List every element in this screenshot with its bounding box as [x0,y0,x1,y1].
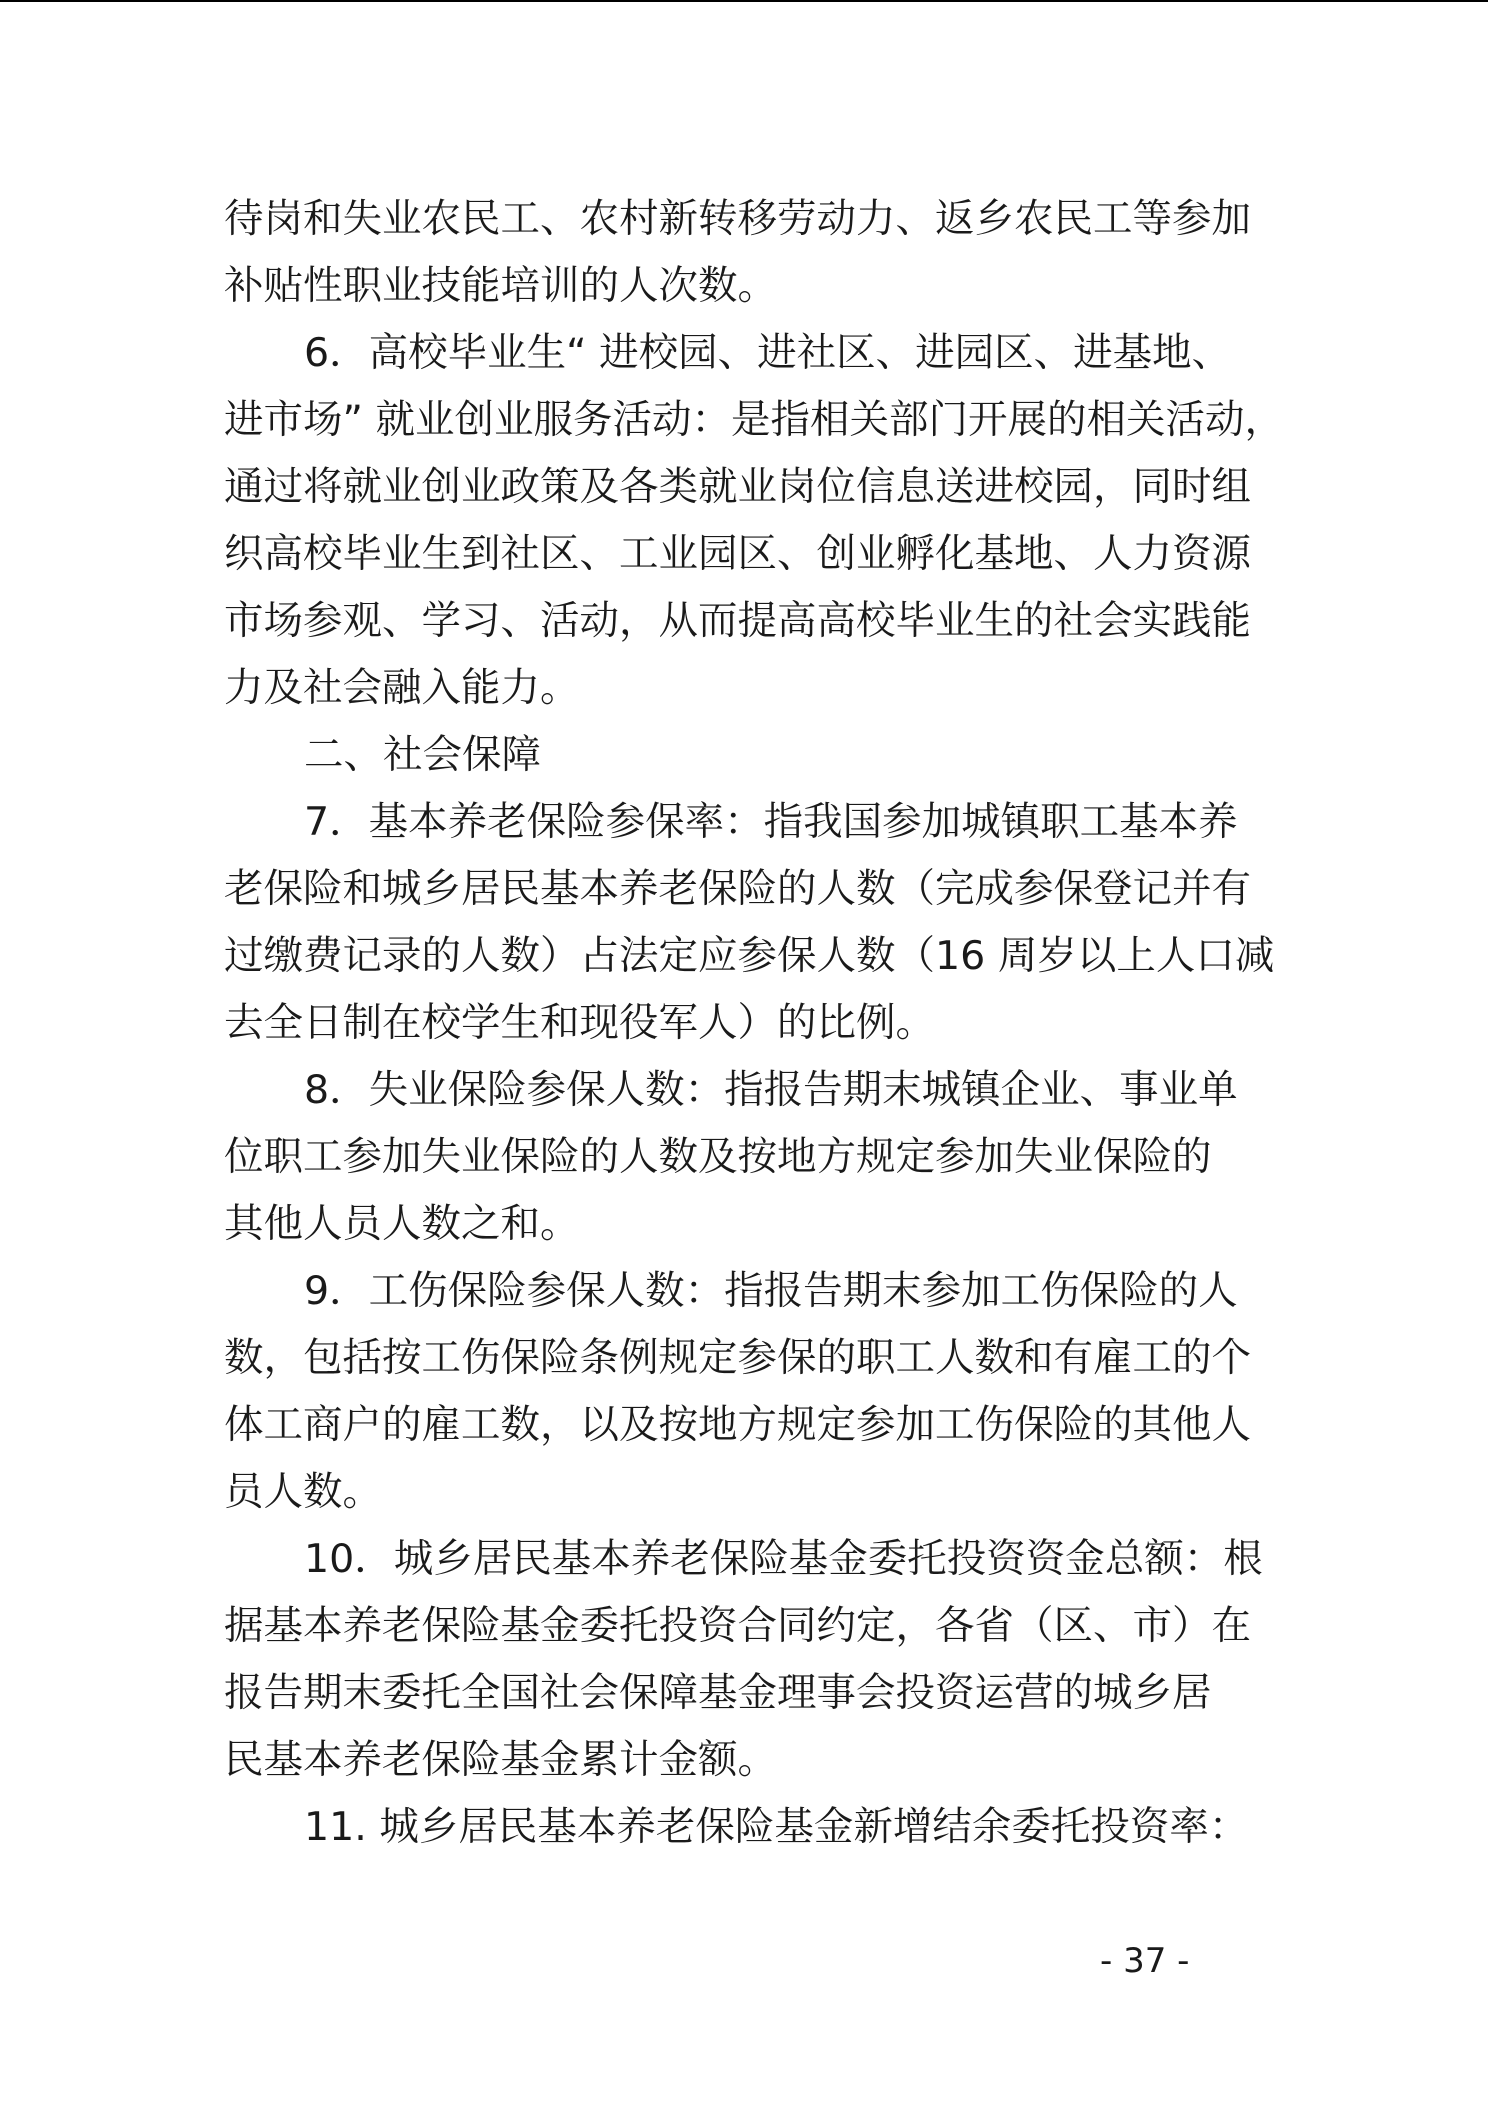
text-line: 民基本养老保险基金累计金额。 [224,1737,777,1783]
text-line: 8．失业保险参保人数：指报告期末城镇企业、事业单 [304,1067,1238,1113]
text-line: 11. 城乡居民基本养老保险基金新增结余委托投资率： [304,1804,1249,1850]
text-line: 市场参观、学习、活动，从而提高高校毕业生的社会实践能 [224,598,1251,644]
text-line: 6．高校毕业生“ 进校园、进社区、进园区、进基地、 [304,330,1232,376]
text-line: 织高校毕业生到社区、工业园区、创业孵化基地、人力资源 [224,531,1251,577]
text-line: 其他人员人数之和。 [224,1201,580,1247]
section-heading: 二、社会保障 [304,732,541,778]
text-line: 过缴费记录的人数）占法定应参保人数（16 周岁以上人口减 [224,933,1275,979]
text-line: 9．工伤保险参保人数：指报告期末参加工伤保险的人 [304,1268,1238,1314]
text-line: 员人数。 [224,1469,382,1515]
text-line: 报告期末委托全国社会保障基金理事会投资运营的城乡居 [224,1670,1212,1716]
text-line: 待岗和失业农民工、农村新转移劳动力、返乡农民工等参加 [224,196,1251,242]
text-line: 补贴性职业技能培训的人次数。 [224,263,777,309]
text-line: 通过将就业创业政策及各类就业岗位信息送进校园，同时组 [224,464,1251,510]
text-line: 力及社会融入能力。 [224,665,580,711]
text-line: 位职工参加失业保险的人数及按地方规定参加失业保险的 [224,1134,1212,1180]
text-line: 数，包括按工伤保险条例规定参保的职工人数和有雇工的个 [224,1335,1251,1381]
text-line: 进市场” 就业创业服务活动：是指相关部门开展的相关活动， [224,397,1285,443]
text-line: 去全日制在校学生和现役军人）的比例。 [224,1000,935,1046]
page-number: - 37 - [1100,1941,1190,1981]
text-line: 7．基本养老保险参保率：指我国参加城镇职工基本养 [304,799,1238,845]
text-line: 10．城乡居民基本养老保险基金委托投资资金总额：根 [304,1536,1263,1582]
top-border-line [0,0,1488,2]
text-line: 体工商户的雇工数，以及按地方规定参加工伤保险的其他人 [224,1402,1251,1448]
text-line: 据基本养老保险基金委托投资合同约定，各省（区、市）在 [224,1603,1251,1649]
text-line: 老保险和城乡居民基本养老保险的人数（完成参保登记并有 [224,866,1251,912]
